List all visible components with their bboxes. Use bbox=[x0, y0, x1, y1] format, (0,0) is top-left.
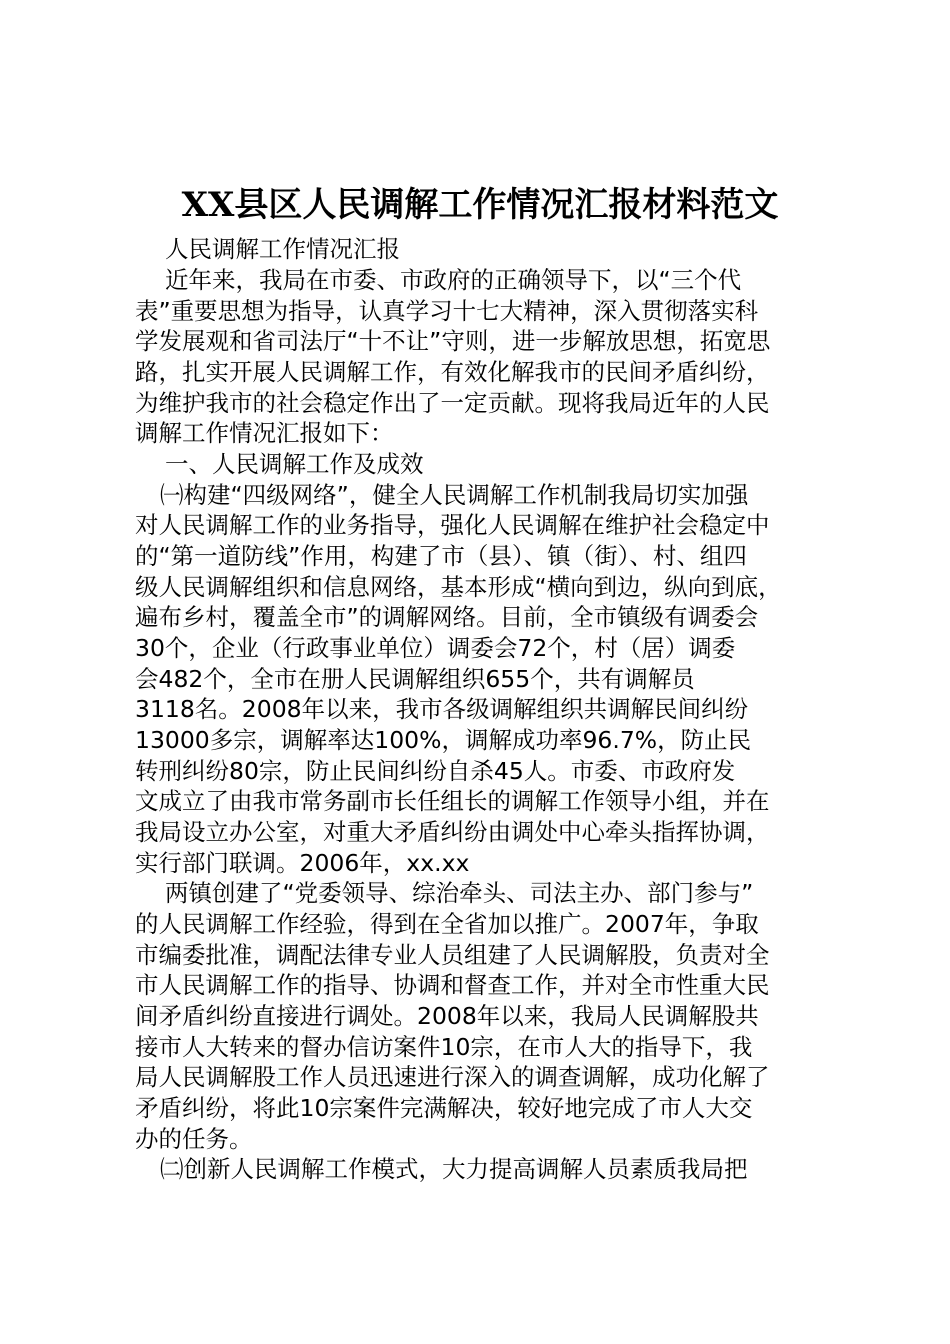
document-title: XX县区人民调解工作情况汇报材料范文 bbox=[181, 185, 779, 225]
text-line: 的“第一道防线”作用，构建了市（县）、镇（街）、村、组四 bbox=[135, 542, 747, 570]
text-line: 市编委批准，调配法律专业人员组建了人民调解股，负责对全 bbox=[135, 941, 770, 969]
text-line: 近年来，我局在市委、市政府的正确领导下，以“三个代 bbox=[165, 266, 742, 294]
subsection-heading: ㈠构建“四级网络”，健全人民调解工作机制我局切实加强 bbox=[160, 481, 749, 509]
text-line: 文成立了由我市常务副市长任组长的调解工作领导小组，并在 bbox=[135, 787, 770, 815]
text-line: 级人民调解组织和信息网络，基本形成“横向到边，纵向到底， bbox=[135, 573, 782, 601]
text-line: 30个，企业（行政事业单位）调委会72个，村（居）调委 bbox=[135, 634, 736, 662]
text-line: 对人民调解工作的业务指导，强化人民调解在维护社会稳定中 bbox=[135, 511, 770, 539]
text-line: 的人民调解工作经验，得到在全省加以推广。2007年，争取 bbox=[135, 910, 759, 938]
text-line: 学发展观和省司法厅“十不让”守则，进一步解放思想，拓宽思 bbox=[135, 327, 771, 355]
text-line: 会482个，全市在册人民调解组织655个，共有调解员 bbox=[135, 665, 695, 693]
text-line: 转刑纠纷80宗，防止民间纠纷自杀45人。市委、市政府发 bbox=[135, 757, 736, 785]
text-line: 为维护我市的社会稳定作出了一定贡献。现将我局近年的人民 bbox=[135, 389, 770, 417]
text-line: 路，扎实开展人民调解工作，有效化解我市的民间矛盾纠纷， bbox=[135, 358, 770, 386]
text-line: 两镇创建了“党委领导、综治牵头、司法主办、部门参与” bbox=[165, 879, 754, 907]
section-heading: 一、人民调解工作及成效 bbox=[165, 450, 424, 478]
text-line: 遍布乡村，覆盖全市”的调解网络。目前，全市镇级有调委会 bbox=[135, 603, 759, 631]
text-line: 局人民调解股工作人员迅速进行深入的调查调解，成功化解了 bbox=[135, 1063, 770, 1091]
text-line: 我局设立办公室，对重大矛盾纠纷由调处中心牵头指挥协调， bbox=[135, 818, 770, 846]
subsection-heading: ㈡创新人民调解工作模式，大力提高调解人员素质我局把 bbox=[160, 1155, 748, 1183]
text-line: 办的任务。 bbox=[135, 1125, 253, 1153]
text-line: 间矛盾纠纷直接进行调处。2008年以来，我局人民调解股共 bbox=[135, 1002, 759, 1030]
text-line: 3118名。2008年以来，我市各级调解组织共调解民间纠纷 bbox=[135, 695, 749, 723]
text-line: 13000多宗，调解率达100%，调解成功率96.7%，防止民 bbox=[135, 726, 752, 754]
text-line: 实行部门联调。2006年，xx.xx bbox=[135, 849, 470, 877]
text-line: 矛盾纠纷，将此10宗案件完满解决，较好地完成了市人大交 bbox=[135, 1094, 753, 1122]
text-line: 表”重要思想为指导，认真学习十七大精神，深入贯彻落实科 bbox=[135, 297, 759, 325]
text-line: 人民调解工作情况汇报 bbox=[165, 235, 400, 263]
text-line: 调解工作情况汇报如下： bbox=[135, 419, 394, 447]
text-line: 接市人大转来的督办信访案件10宗，在市人大的指导下，我 bbox=[135, 1033, 753, 1061]
text-line: 市人民调解工作的指导、协调和督查工作，并对全市性重大民 bbox=[135, 971, 770, 999]
